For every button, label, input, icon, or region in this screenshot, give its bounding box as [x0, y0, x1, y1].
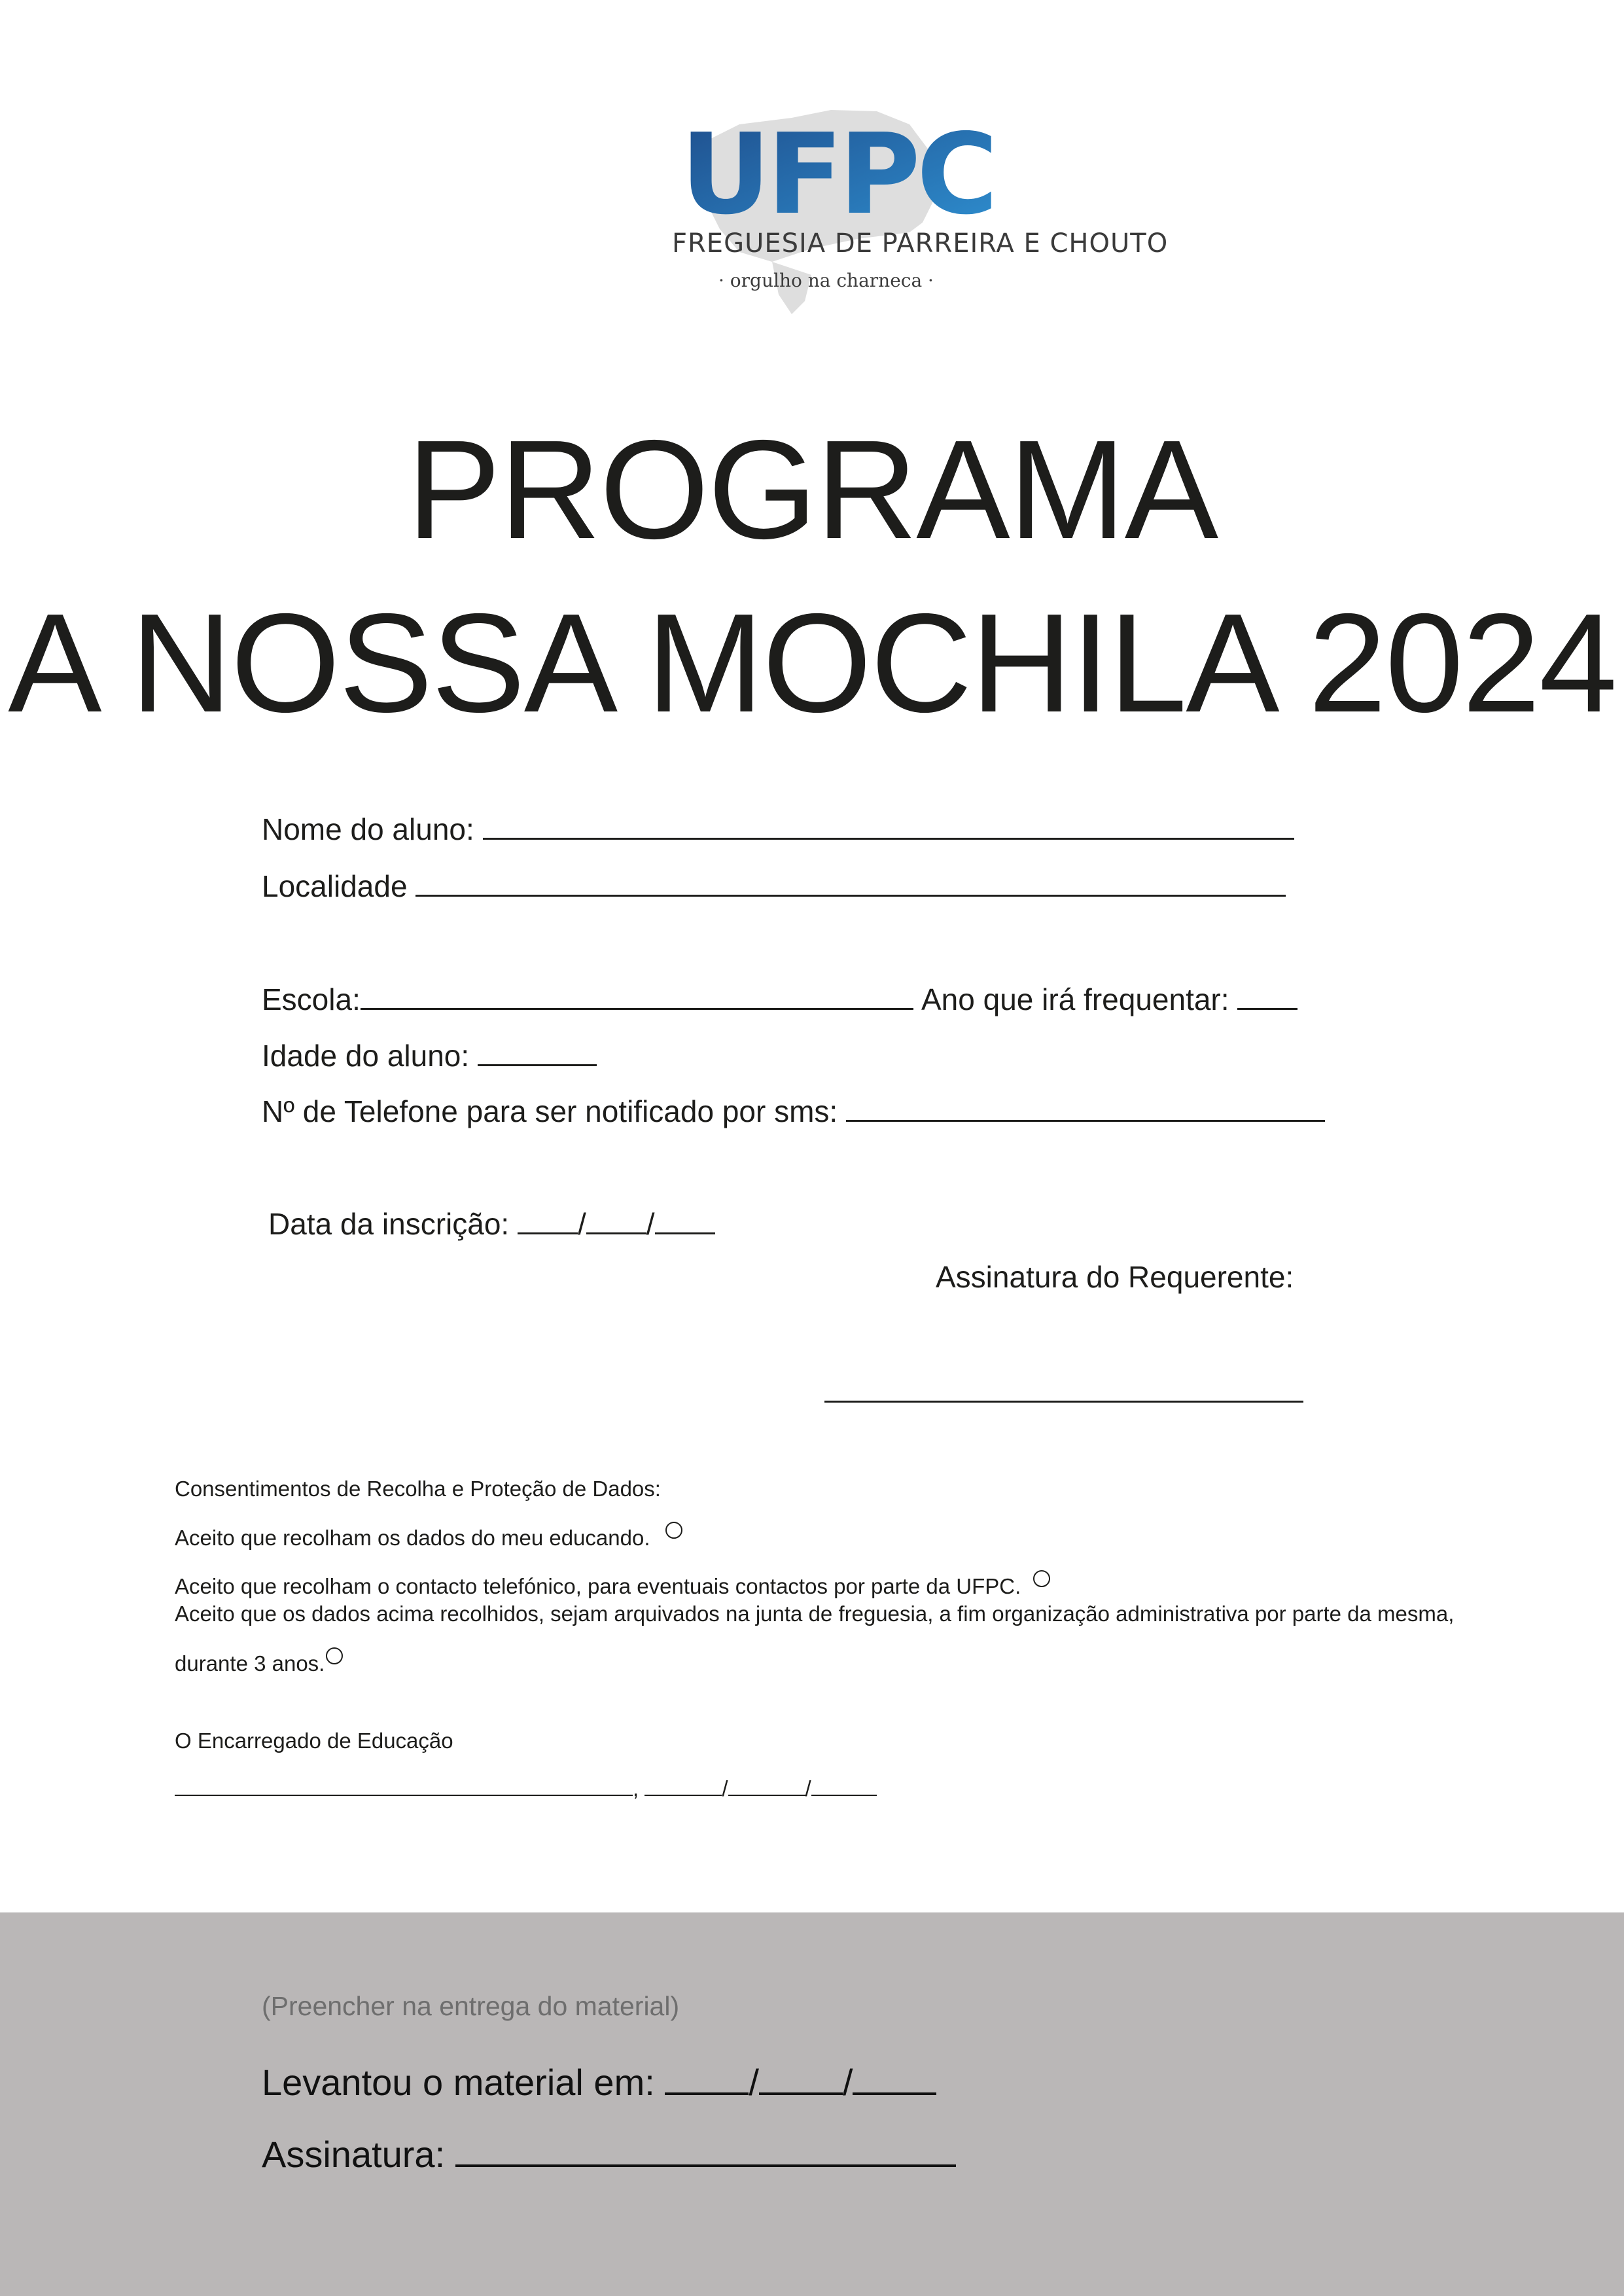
school-label: Escola: — [262, 982, 361, 1016]
date-separator: / — [646, 1207, 655, 1241]
date-separator: / — [749, 2062, 759, 2103]
consent-item-1-radio[interactable] — [665, 1522, 682, 1539]
age-label: Idade do aluno: — [262, 1039, 470, 1073]
date-separator: / — [805, 1776, 811, 1801]
guardian-year-field[interactable] — [811, 1776, 877, 1796]
consent-item-3-radio[interactable] — [326, 1647, 343, 1664]
picked-up-month-field[interactable] — [759, 2060, 843, 2095]
ufpc-logo-graphic — [661, 98, 1169, 321]
enrollment-day-field[interactable] — [518, 1206, 578, 1234]
picked-up-label: Levantou o material em: — [262, 2062, 655, 2103]
picked-up-day-field[interactable] — [665, 2060, 749, 2095]
consent-item-3-line-2: durante 3 anos. — [175, 1651, 325, 1676]
age-row — [262, 1038, 597, 1071]
picked-up-year-field[interactable] — [853, 2060, 936, 2095]
school-year-row — [921, 982, 1297, 1014]
ufpc-logo — [661, 98, 1169, 321]
consent-item-1 — [175, 1527, 682, 1549]
age-field[interactable] — [478, 1038, 597, 1066]
delivery-signature-field[interactable] — [455, 2132, 956, 2167]
school-field[interactable] — [361, 982, 913, 1010]
picked-up-row — [262, 2060, 936, 2101]
enrollment-date-label: Data da inscrição: — [268, 1207, 510, 1241]
date-separator: / — [722, 1776, 728, 1801]
signature-label: Assinatura do Requerente: — [936, 1260, 1294, 1294]
delivery-section — [0, 1912, 1624, 2296]
student-name-label: Nome do aluno: — [262, 812, 474, 846]
school-year-field[interactable] — [1237, 982, 1297, 1010]
date-separator: / — [842, 2062, 853, 2103]
consent-item-3-line-2-row — [175, 1653, 343, 1674]
school-row — [262, 982, 913, 1014]
delivery-signature-row — [262, 2132, 956, 2173]
consent-item-3-line-1: Aceito que os dados acima recolhidos, sejam arquivados na junta de freguesia, a fim organização administrativa por parte da mesma, — [175, 1602, 1455, 1626]
phone-row — [262, 1094, 1325, 1126]
guardian-signature-field[interactable] — [175, 1776, 633, 1796]
consent-heading: Consentimentos de Recolha e Proteção de Dados: — [175, 1477, 661, 1501]
student-name-row — [262, 812, 1294, 844]
guardian-comma: , — [633, 1776, 639, 1801]
guardian-day-field[interactable] — [644, 1776, 722, 1796]
consent-item-2-radio[interactable] — [1033, 1570, 1050, 1587]
delivery-signature-label: Assinatura: — [262, 2134, 446, 2175]
locality-field[interactable] — [415, 869, 1286, 897]
consent-item-2-text: Aceito que recolham o contacto telefónico, para eventuais contactos por parte da UFPC. — [175, 1574, 1021, 1598]
date-separator: / — [577, 1207, 586, 1241]
enrollment-year-field[interactable] — [655, 1206, 715, 1234]
locality-label: Localidade — [262, 869, 408, 903]
logo-tagline: · orgulho na charneca · — [718, 270, 934, 291]
delivery-hint: (Preencher na entrega do material) — [262, 1991, 680, 2021]
enrollment-date-row — [268, 1206, 715, 1239]
guardian-label: O Encarregado de Educação — [175, 1729, 453, 1753]
logo-mark-text: UFPC — [680, 110, 995, 240]
phone-field[interactable] — [846, 1094, 1325, 1122]
logo-subtitle: FREGUESIA DE PARREIRA E CHOUTO — [672, 228, 1169, 259]
student-name-field[interactable] — [483, 812, 1294, 840]
signature-field[interactable] — [824, 1401, 1303, 1403]
title-line-2: A NOSSA MOCHILA 2024 — [8, 584, 1616, 742]
enrollment-month-field[interactable] — [586, 1206, 646, 1234]
guardian-signature-row — [175, 1776, 877, 1799]
consent-item-2 — [175, 1575, 1050, 1597]
guardian-month-field[interactable] — [728, 1776, 805, 1796]
consent-item-1-text: Aceito que recolham os dados do meu educando. — [175, 1526, 650, 1550]
phone-label: Nº de Telefone para ser notificado por sms: — [262, 1094, 838, 1128]
locality-row — [262, 869, 1286, 901]
school-year-label: Ano que irá frequentar: — [921, 982, 1229, 1016]
title-line-1: PROGRAMA — [406, 410, 1218, 568]
